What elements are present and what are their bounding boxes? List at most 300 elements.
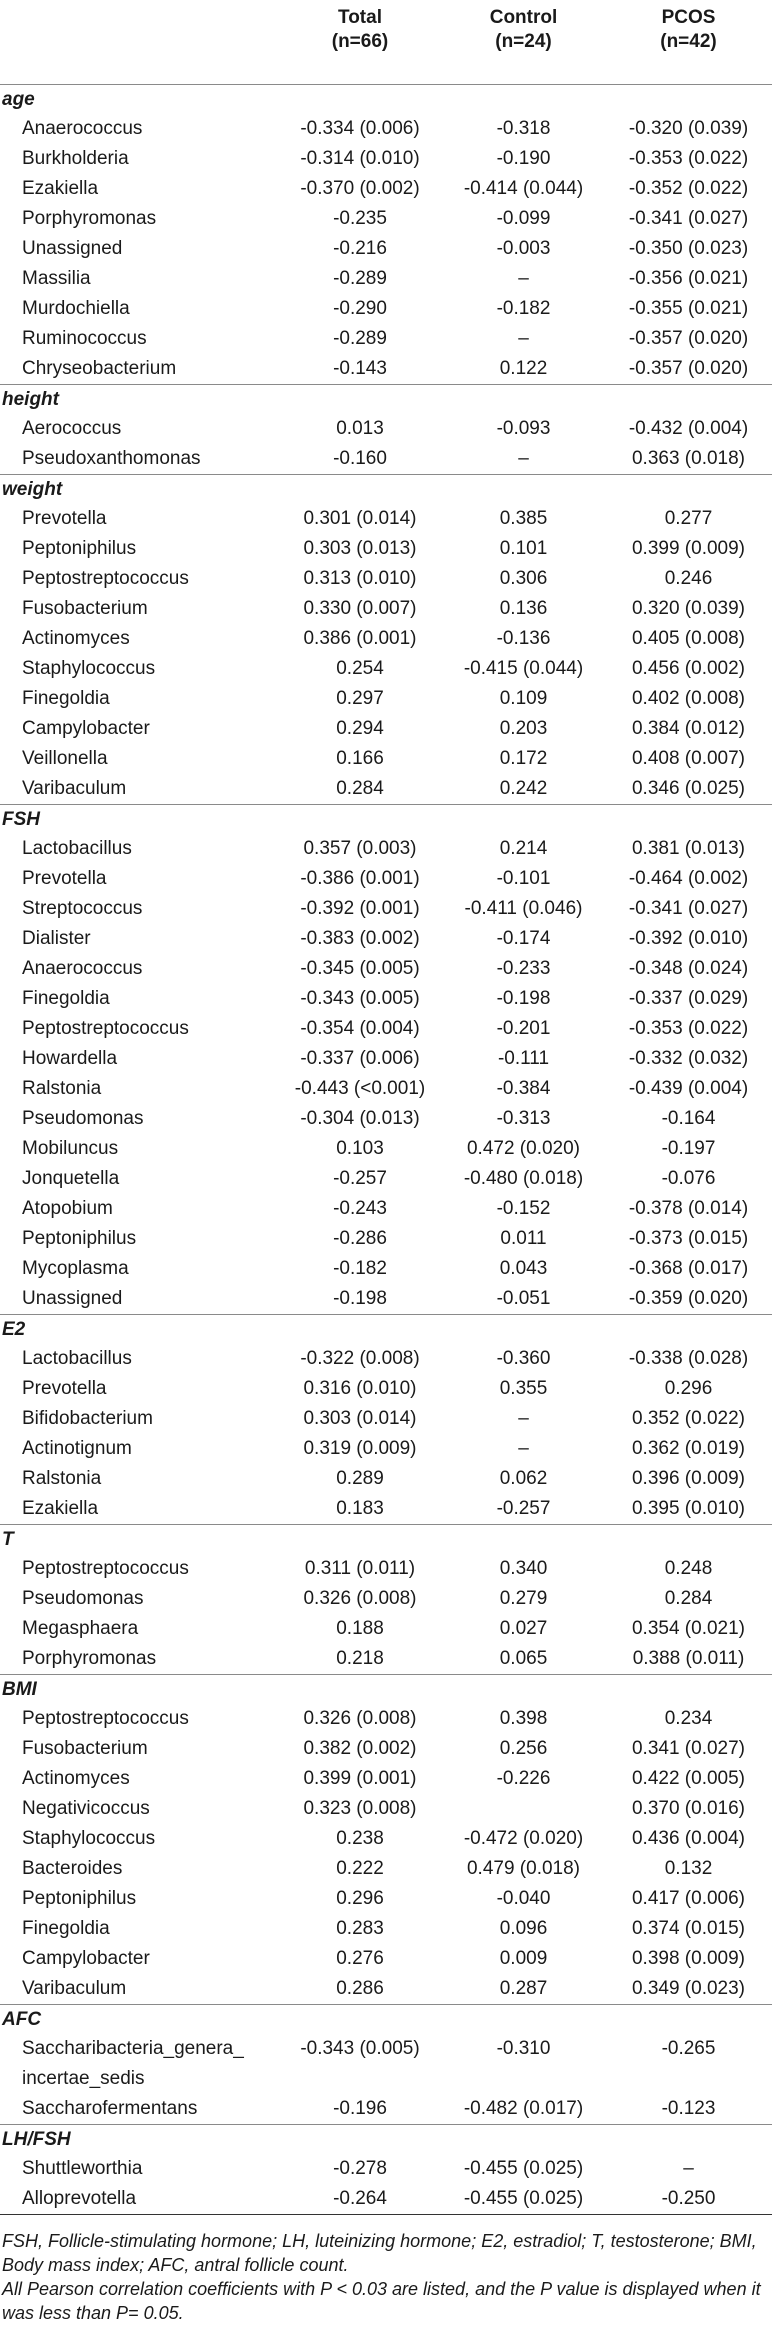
pcos-value-cell: 0.234 (664, 1707, 713, 1729)
control-value-cell: 0.136 (499, 597, 548, 619)
total-value-cell: 0.294 (336, 717, 384, 739)
genus-name-cell: Peptoniphilus (22, 537, 137, 559)
total-value-cell: 0.254 (336, 657, 384, 679)
total-value-cell: 0.326 (0.008) (303, 1707, 417, 1729)
pcos-value-cell: -0.337 (0.029) (628, 987, 749, 1009)
control-value-cell: 0.287 (499, 1977, 548, 1999)
genus-name-cell: Dialister (22, 927, 91, 949)
total-value-cell: -0.337 (0.006) (300, 1047, 420, 1069)
header-control-n: (n=24) (495, 31, 552, 52)
genus-name-cell: Saccharibacteria_genera_ incertae_sedis (22, 2037, 244, 2089)
genus-name-cell: Peptostreptococcus (22, 1557, 189, 1579)
pcos-value-cell: -0.357 (0.020) (628, 357, 749, 379)
group-spacer-cell (442, 474, 605, 504)
total-value-cell: 0.303 (0.014) (303, 1407, 417, 1429)
total-value-cell: 0.326 (0.008) (303, 1587, 417, 1609)
control-value-cell: -0.051 (496, 1287, 551, 1309)
total-value-cell: 0.316 (0.010) (303, 1377, 417, 1399)
genus-name-cell: Prevotella (22, 1377, 107, 1399)
group-label: weight (0, 474, 278, 504)
total-value-cell: -0.370 (0.002) (300, 177, 420, 199)
control-value-cell: -0.201 (496, 1017, 551, 1039)
total-value-cell: -0.257 (333, 1167, 387, 1189)
control-value-cell: -0.226 (496, 1767, 551, 1789)
control-value-cell: 0.398 (499, 1707, 548, 1729)
control-value-cell: -0.093 (496, 417, 551, 439)
genus-name-cell: Prevotella (22, 507, 107, 529)
genus-name-cell: Ruminococcus (22, 327, 147, 349)
total-value-cell: -0.314 (0.010) (300, 147, 420, 169)
pcos-value-cell: -0.320 (0.039) (628, 117, 749, 139)
table-row (0, 924, 772, 954)
pcos-value-cell: 0.398 (0.009) (631, 1947, 746, 1969)
total-value-cell: 0.283 (336, 1917, 384, 1939)
group-spacer-cell (605, 1524, 772, 1554)
total-value-cell: -0.235 (333, 207, 387, 229)
control-value-cell: -0.310 (496, 2037, 551, 2059)
group-label: age (0, 84, 278, 114)
header-pcos-name: PCOS (661, 7, 716, 28)
total-value-cell: 0.313 (0.010) (303, 567, 417, 589)
control-value-cell: 0.027 (499, 1617, 548, 1639)
table-row (0, 1614, 772, 1644)
table-row (0, 1134, 772, 1164)
genus-name-cell: Anaerococcus (22, 957, 143, 979)
table-row (0, 2094, 772, 2125)
table-row (0, 1374, 772, 1404)
pcos-value-cell: -0.250 (605, 2184, 772, 2215)
total-value-cell: -0.286 (333, 1227, 387, 1249)
total-value-cell: 0.296 (336, 1887, 384, 1909)
genus-name-cell: Streptococcus (22, 897, 143, 919)
total-value-cell: 0.238 (336, 1827, 384, 1849)
control-value-cell: -0.482 (0.017) (463, 2097, 584, 2119)
table-row (0, 954, 772, 984)
pcos-value-cell: 0.320 (0.039) (631, 597, 746, 619)
genus-name-cell: Pseudomonas (22, 1107, 144, 1129)
table-row (0, 1914, 772, 1944)
control-value-cell: -0.360 (496, 1347, 551, 1369)
group-spacer-cell (442, 804, 605, 834)
group-spacer-cell (278, 474, 442, 504)
table-row (0, 984, 772, 1014)
table-row (0, 1344, 772, 1374)
pcos-value-cell: 0.456 (0.002) (631, 657, 746, 679)
control-value-cell: -0.318 (496, 117, 551, 139)
genus-name-cell: Ezakiella (22, 177, 99, 199)
group-spacer-cell (278, 1674, 442, 1704)
control-value-cell: -0.174 (496, 927, 551, 949)
table-row (0, 1944, 772, 1974)
total-value-cell: 0.183 (336, 1497, 384, 1519)
genus-name-cell: Staphylococcus (22, 1827, 156, 1849)
control-value-cell: 0.256 (499, 1737, 548, 1759)
control-value-cell: 0.355 (499, 1377, 548, 1399)
genus-name-cell: Actinomyces (22, 627, 130, 649)
control-value-cell: -0.040 (496, 1887, 551, 1909)
genus-name-cell: Finegoldia (22, 1917, 110, 1939)
genus-name-cell: Saccharofermentans (22, 2097, 198, 2119)
pcos-value-cell: 0.422 (0.005) (631, 1767, 746, 1789)
table-row (0, 744, 772, 774)
total-value-cell: -0.443 (<0.001) (294, 1077, 426, 1099)
pcos-value-cell: -0.373 (0.015) (628, 1227, 749, 1249)
genus-name-cell: Pseudoxanthomonas (22, 447, 201, 469)
control-value-cell: 0.242 (499, 777, 548, 799)
control-value-cell: – (518, 1407, 529, 1429)
group-spacer-cell (442, 384, 605, 414)
pcos-value-cell: -0.355 (0.021) (628, 297, 749, 319)
table-row (0, 1404, 772, 1434)
total-value-cell: -0.334 (0.006) (300, 117, 420, 139)
table-row (0, 1284, 772, 1315)
pcos-value-cell: 0.396 (0.009) (631, 1467, 746, 1489)
total-value-cell: 0.399 (0.001) (303, 1767, 417, 1789)
genus-name-cell: Bifidobacterium (22, 1407, 153, 1429)
control-value-cell: 0.065 (499, 1647, 548, 1669)
table-row (0, 1164, 772, 1194)
total-value-cell: 0.297 (336, 687, 384, 709)
genus-name-cell: Finegoldia (22, 687, 110, 709)
genus-name-cell: Campylobacter (22, 717, 150, 739)
total-value-cell: -0.278 (333, 2157, 387, 2179)
pcos-value-cell: 0.384 (0.012) (631, 717, 746, 739)
group-spacer-cell (442, 1674, 605, 1704)
genus-name-cell: Peptostreptococcus (22, 1017, 189, 1039)
group-spacer-cell (605, 84, 772, 114)
table-row (0, 534, 772, 564)
table-row (0, 1764, 772, 1794)
table-row (0, 1074, 772, 1104)
control-value-cell: 0.122 (499, 357, 548, 379)
total-value-cell: -0.289 (333, 267, 387, 289)
table-body (0, 84, 772, 2214)
table-row (0, 2154, 772, 2184)
pcos-value-cell: 0.405 (0.008) (631, 627, 746, 649)
total-value-cell: 0.222 (336, 1857, 384, 1879)
table-row (0, 1884, 772, 1914)
control-value-cell: 0.109 (499, 687, 548, 709)
table-row (0, 294, 772, 324)
group-label: AFC (0, 2004, 278, 2034)
group-row (0, 474, 772, 504)
total-value-cell: -0.182 (333, 1257, 387, 1279)
control-value-cell: -0.101 (496, 867, 551, 889)
header-total-name: Total (338, 7, 382, 28)
control-value-cell: 0.279 (499, 1587, 548, 1609)
group-spacer-cell (442, 2124, 605, 2154)
total-value-cell: 0.286 (336, 1977, 384, 1999)
pcos-value-cell: 0.132 (664, 1857, 713, 1879)
total-value-cell: 0.103 (336, 1137, 384, 1159)
genus-name-cell: Varibaculum (22, 1977, 127, 1999)
table-row (0, 444, 772, 475)
group-label: E2 (0, 1314, 278, 1344)
pcos-value-cell: -0.332 (0.032) (628, 1047, 749, 1069)
group-spacer-cell (278, 384, 442, 414)
control-value-cell: 0.340 (499, 1557, 548, 1579)
genus-name-cell: Lactobacillus (22, 1347, 132, 1369)
genus-name-cell: Porphyromonas (22, 1647, 157, 1669)
group-spacer-cell (278, 804, 442, 834)
total-value-cell: -0.160 (333, 447, 387, 469)
table-row (0, 894, 772, 924)
total-value-cell: -0.343 (0.005) (300, 987, 420, 1009)
genus-name-cell: Unassigned (22, 237, 123, 259)
table-row (0, 1434, 772, 1464)
group-label: LH/FSH (0, 2124, 278, 2154)
table-row (0, 1194, 772, 1224)
group-spacer-cell (278, 1314, 442, 1344)
control-value-cell: – (518, 447, 529, 469)
genus-name-cell: Veillonella (22, 747, 108, 769)
group-spacer-cell (278, 2124, 442, 2154)
pcos-value-cell: -0.439 (0.004) (628, 1077, 749, 1099)
genus-name-cell: Anaerococcus (22, 117, 143, 139)
pcos-value-cell: 0.246 (664, 567, 713, 589)
header-blank (0, 0, 278, 84)
pcos-value-cell: 0.402 (0.008) (631, 687, 746, 709)
pcos-value-cell: -0.392 (0.010) (628, 927, 749, 949)
genus-name-cell: Peptoniphilus (22, 1887, 137, 1909)
control-value-cell: 0.172 (499, 747, 548, 769)
group-row (0, 384, 772, 414)
group-spacer-cell (605, 804, 772, 834)
table-row (0, 1584, 772, 1614)
control-value-cell: -0.003 (496, 237, 551, 259)
control-value-cell: – (518, 267, 529, 289)
table-row (0, 774, 772, 805)
pcos-value-cell: 0.363 (0.018) (631, 447, 746, 469)
genus-name-cell: Actinomyces (22, 1767, 130, 1789)
genus-name-cell: Fusobacterium (22, 597, 148, 619)
total-value-cell: 0.330 (0.007) (303, 597, 417, 619)
pcos-value-cell: -0.356 (0.021) (628, 267, 749, 289)
genus-name-cell: Bacteroides (22, 1857, 123, 1879)
control-value-cell: -0.257 (496, 1497, 551, 1519)
pcos-value-cell: 0.417 (0.006) (631, 1887, 746, 1909)
total-value-cell: 0.357 (0.003) (303, 837, 417, 859)
total-value-cell: -0.354 (0.004) (300, 1017, 420, 1039)
control-value-cell: -0.411 (0.046) (464, 897, 583, 919)
pcos-value-cell: 0.395 (0.010) (631, 1497, 746, 1519)
control-value-cell: -0.099 (496, 207, 551, 229)
table-row (0, 864, 772, 894)
total-value-cell: 0.013 (336, 417, 384, 439)
total-value-cell: -0.345 (0.005) (300, 957, 420, 979)
control-value-cell: -0.136 (496, 627, 551, 649)
pcos-value-cell: 0.370 (0.016) (631, 1797, 746, 1819)
total-value-cell: 0.323 (0.008) (303, 1797, 417, 1819)
control-value-cell: -0.455 (0.025) (463, 2157, 584, 2179)
pcos-value-cell: -0.378 (0.014) (628, 1197, 749, 1219)
total-value-cell: -0.243 (333, 1197, 387, 1219)
table-row (0, 1824, 772, 1854)
pcos-value-cell: -0.350 (0.023) (628, 237, 749, 259)
total-value-cell: 0.276 (336, 1947, 384, 1969)
group-row (0, 1524, 772, 1554)
control-value-cell: 0.385 (499, 507, 548, 529)
genus-name-cell: Atopobium (22, 1197, 113, 1219)
table-row (0, 654, 772, 684)
pcos-value-cell: 0.341 (0.027) (631, 1737, 746, 1759)
total-value-cell: 0.319 (0.009) (303, 1437, 417, 1459)
table-row (0, 1254, 772, 1284)
total-value-cell: -0.290 (333, 297, 387, 319)
pcos-value-cell: 0.408 (0.007) (631, 747, 746, 769)
table-row (0, 174, 772, 204)
genus-name-cell: Prevotella (22, 867, 107, 889)
table-row (0, 354, 772, 385)
group-label: T (0, 1524, 278, 1554)
pcos-value-cell: 0.388 (0.011) (632, 1647, 745, 1669)
table-row (0, 1224, 772, 1254)
table-row (0, 1554, 772, 1584)
pcos-value-cell: 0.399 (0.009) (631, 537, 746, 559)
control-value-cell: -0.414 (0.044) (463, 177, 584, 199)
pcos-value-cell: -0.341 (0.027) (628, 897, 749, 919)
pcos-value-cell: -0.123 (661, 2097, 716, 2119)
footnote-pvalue-note: All Pearson correlation coefficients with P < 0.03 are listed, and the P value is displayed when it was less than P= 0.05. (2, 2278, 761, 2323)
control-value-cell: 0.009 (499, 1947, 548, 1969)
table-row (0, 1974, 772, 2005)
group-label: height (0, 384, 278, 414)
genus-name-cell: Porphyromonas (22, 207, 157, 229)
header-pcos-n: (n=42) (660, 31, 717, 52)
total-value-cell: 0.301 (0.014) (303, 507, 417, 529)
control-value-cell: -0.455 (0.025) (442, 2184, 605, 2215)
control-value-cell: -0.233 (496, 957, 551, 979)
genus-name-cell: Varibaculum (22, 777, 127, 799)
total-value-cell: 0.289 (336, 1467, 384, 1489)
control-value-cell: -0.313 (496, 1107, 551, 1129)
group-spacer-cell (442, 1314, 605, 1344)
total-value-cell: 0.386 (0.001) (303, 627, 417, 649)
group-spacer-cell (605, 1314, 772, 1344)
pcos-value-cell: -0.076 (661, 1167, 716, 1189)
control-value-cell: -0.190 (496, 147, 551, 169)
total-value-cell: -0.386 (0.001) (300, 867, 420, 889)
pcos-value-cell: 0.352 (0.022) (631, 1407, 746, 1429)
pcos-value-cell: -0.368 (0.017) (628, 1257, 749, 1279)
genus-name-cell: Actinotignum (22, 1437, 132, 1459)
control-value-cell: -0.182 (496, 297, 551, 319)
group-label: FSH (0, 804, 278, 834)
genus-name-cell: Peptostreptococcus (22, 1707, 189, 1729)
genus-name-cell: Campylobacter (22, 1947, 150, 1969)
genus-name-cell: Mycoplasma (22, 1257, 129, 1279)
genus-name-cell: Burkholderia (22, 147, 129, 169)
pcos-value-cell: 0.284 (664, 1587, 713, 1609)
control-value-cell: -0.472 (0.020) (463, 1827, 584, 1849)
genus-name-cell: Jonquetella (22, 1167, 120, 1189)
total-value-cell: -0.198 (333, 1287, 387, 1309)
table-row (0, 564, 772, 594)
table-row (0, 684, 772, 714)
header-control (442, 0, 605, 84)
genus-name-cell: Murdochiella (22, 297, 130, 319)
control-value-cell: 0.306 (499, 567, 548, 589)
pcos-value-cell: -0.341 (0.027) (628, 207, 749, 229)
table-row (0, 324, 772, 354)
pcos-value-cell: 0.277 (664, 507, 713, 529)
group-row (0, 2124, 772, 2154)
group-spacer-cell (605, 474, 772, 504)
total-value-cell: 0.303 (0.013) (303, 537, 417, 559)
footnote-abbreviations: FSH, Follicle-stimulating hormone; LH, luteinizing hormone; E2, estradiol; T, testosterone; BMI, Body mass index; AFC, antral follicle count. (2, 2230, 757, 2275)
group-spacer-cell (605, 1674, 772, 1704)
group-row (0, 2004, 772, 2034)
genus-name-cell: Shuttleworthia (22, 2157, 143, 2179)
genus-name-cell: Howardella (22, 1047, 118, 1069)
group-spacer-cell (605, 384, 772, 414)
table-row (0, 624, 772, 654)
pcos-value-cell: -0.265 (661, 2037, 716, 2059)
pcos-value-cell: -0.197 (661, 1137, 716, 1159)
total-value-cell: -0.383 (0.002) (300, 927, 420, 949)
pcos-value-cell: -0.164 (661, 1107, 716, 1129)
total-value-cell: 0.218 (336, 1647, 384, 1669)
control-value-cell: 0.011 (500, 1227, 547, 1249)
pcos-value-cell: 0.362 (0.019) (631, 1437, 746, 1459)
pcos-value-cell: -0.464 (0.002) (628, 867, 749, 889)
total-value-cell: -0.343 (0.005) (300, 2037, 420, 2059)
control-value-cell: -0.480 (0.018) (463, 1167, 584, 1189)
table-row (0, 1734, 772, 1764)
pcos-value-cell: -0.352 (0.022) (628, 177, 749, 199)
group-spacer-cell (278, 84, 442, 114)
group-label: BMI (0, 1674, 278, 1704)
total-value-cell: 0.188 (336, 1617, 384, 1639)
pcos-value-cell: -0.357 (0.020) (628, 327, 749, 349)
group-spacer-cell (605, 2124, 772, 2154)
genus-name-cell: Fusobacterium (22, 1737, 148, 1759)
group-spacer-cell (442, 2004, 605, 2034)
total-value-cell: -0.216 (333, 237, 387, 259)
table-row (0, 414, 772, 444)
table-row (0, 114, 772, 144)
genus-name-cell: Massilia (22, 267, 91, 289)
table-row (0, 1494, 772, 1525)
header-total-n: (n=66) (331, 31, 389, 52)
table-row (0, 504, 772, 534)
table-row (0, 1794, 772, 1824)
table-row (0, 234, 772, 264)
pcos-value-cell: 0.296 (664, 1377, 713, 1399)
pcos-value-cell: -0.353 (0.022) (628, 1017, 749, 1039)
total-value-cell: -0.304 (0.013) (300, 1107, 420, 1129)
pcos-value-cell: -0.359 (0.020) (628, 1287, 749, 1309)
total-value-cell: -0.264 (278, 2184, 442, 2215)
control-value-cell: 0.479 (0.018) (466, 1857, 581, 1879)
header-control-name: Control (489, 7, 558, 28)
group-spacer-cell (442, 84, 605, 114)
total-value-cell: 0.166 (336, 747, 384, 769)
total-value-cell: 0.284 (336, 777, 384, 799)
table-row (0, 1854, 772, 1884)
group-spacer-cell (278, 2004, 442, 2034)
genus-name-cell: Megasphaera (22, 1617, 139, 1639)
table-row (0, 2184, 772, 2215)
group-spacer-cell (278, 1524, 442, 1554)
control-value-cell: 0.101 (499, 537, 548, 559)
table-row (0, 1104, 772, 1134)
table-row (0, 2034, 772, 2094)
control-value-cell: 0.043 (499, 1257, 548, 1279)
genus-name-cell: Peptostreptococcus (22, 567, 189, 589)
pcos-value-cell: -0.432 (0.004) (628, 417, 749, 439)
control-value-cell: 0.472 (0.020) (466, 1137, 581, 1159)
